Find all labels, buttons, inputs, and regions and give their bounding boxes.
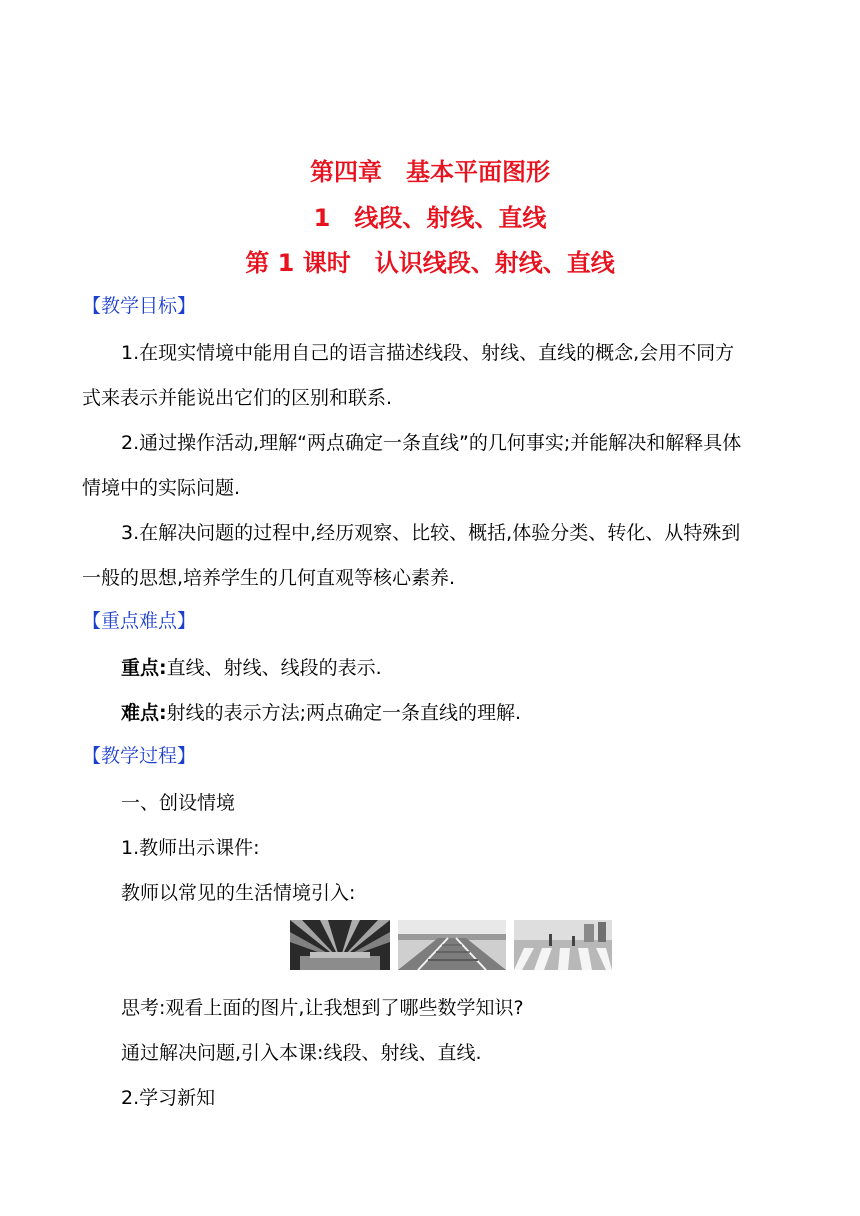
objective-2-line-2: 情境中的实际问题. bbox=[82, 477, 241, 499]
objective-3-line-2: 一般的思想,培养学生的几何直观等核心素养. bbox=[82, 567, 456, 589]
focus-label: 重点: bbox=[121, 657, 167, 679]
lesson-title: 第 1 课时 认识线段、射线、直线 bbox=[245, 249, 615, 277]
heading-process: 【教学过程】 bbox=[82, 745, 197, 767]
heading-objectives: 【教学目标】 bbox=[82, 295, 197, 317]
objective-1-line-2: 式来表示并能说出它们的区别和联系. bbox=[82, 387, 393, 409]
heading-key-points: 【重点难点】 bbox=[82, 610, 197, 632]
process-paragraph-5: 2.学习新知 bbox=[121, 1087, 216, 1109]
difficulty-label: 难点: bbox=[121, 702, 167, 724]
objective-2-line-1: 2.通过操作活动,理解“两点确定一条直线”的几何事实;并能解决和解释具体 bbox=[121, 432, 742, 454]
zebra-crossing-photo bbox=[514, 920, 612, 970]
stage-lights-photo bbox=[290, 920, 390, 970]
focus-text: 直线、射线、线段的表示. bbox=[166, 657, 382, 679]
focus-line bbox=[121, 655, 382, 681]
chapter-title: 第四章 基本平面图形 bbox=[310, 158, 550, 186]
difficulty-text: 射线的表示方法;两点确定一条直线的理解. bbox=[166, 702, 522, 724]
railway-photo bbox=[398, 920, 506, 970]
section-title: 1 线段、射线、直线 bbox=[313, 204, 547, 232]
objective-3-line-1: 3.在解决问题的过程中,经历观察、比较、概括,体验分类、转化、从特殊到 bbox=[121, 522, 741, 544]
process-paragraph-2: 教师以常见的生活情境引入: bbox=[121, 882, 356, 904]
process-paragraph-4: 通过解决问题,引入本课:线段、射线、直线. bbox=[121, 1042, 482, 1064]
process-paragraph-3: 思考:观看上面的图片,让我想到了哪些数学知识? bbox=[121, 997, 524, 1019]
process-paragraph-1: 1.教师出示课件: bbox=[121, 837, 260, 859]
process-step-1: 一、创设情境 bbox=[121, 792, 236, 814]
objective-1-line-1: 1.在现实情境中能用自己的语言描述线段、射线、直线的概念,会用不同方 bbox=[121, 342, 735, 364]
difficulty-line bbox=[121, 700, 521, 726]
